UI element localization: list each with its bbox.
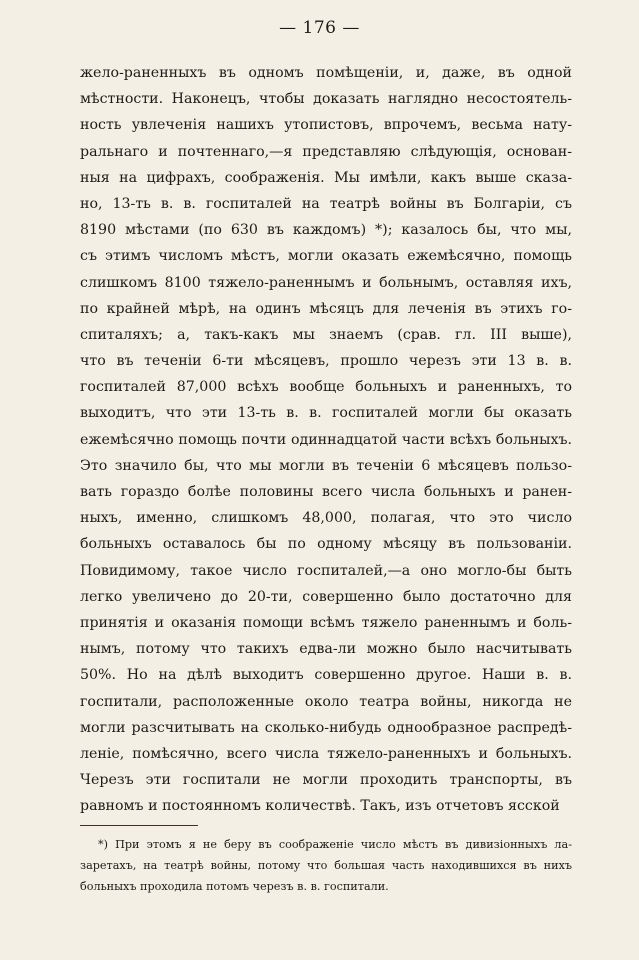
text-line: что въ теченiи 6-ти мѣсяцевъ, прошло черезъ эти 13 в. в. bbox=[80, 353, 572, 370]
body-text bbox=[80, 60, 572, 819]
text-line: выходитъ, что эти 13-ть в. в. госпиталей могли бы оказать bbox=[80, 405, 572, 422]
text-line: ность увлеченiя нашихъ утопистовъ, впрочемъ, весьма нату- bbox=[80, 117, 572, 134]
text-line: принятiя и оказанiя помощи всѣмъ тяжело раненнымъ и боль- bbox=[80, 614, 572, 631]
text-line: слишкомъ 8100 тяжело-раненнымъ и больнымъ, оставляя ихъ, bbox=[80, 274, 572, 291]
text-line: жело-раненныхъ въ одномъ помѣщенiи, и, даже, въ одной bbox=[80, 65, 572, 81]
text-line: госпиталей 87,000 всѣхъ вообще больныхъ и раненныхъ, то bbox=[80, 379, 572, 396]
text-line: вать гораздо болѣе половины всего числа больныхъ и ранен- bbox=[80, 484, 572, 500]
text-line: 50%. Но на дѣлѣ выходитъ совершенно другое. Наши в. в. bbox=[80, 667, 572, 684]
footnote bbox=[80, 834, 572, 897]
footnote-line: больныхъ проходила потомъ черезъ в. в. госпитали. bbox=[80, 880, 389, 893]
text-line: Черезъ эти госпитали не могли проходить транспорты, въ bbox=[80, 772, 572, 789]
text-line: Повидимому, такое число госпиталей,—а оно могло-бы быть bbox=[80, 562, 572, 579]
text-line: съ этимъ числомъ мѣстъ, могли оказать ежемѣсячно, помощь bbox=[80, 248, 572, 265]
text-line: ленiе, помѣсячно, всего числа тяжело-раненныхъ и больныхъ. bbox=[80, 745, 572, 762]
text-line: равномъ и постоянномъ количествѣ. Такъ, изъ отчетовъ ясской bbox=[80, 798, 560, 815]
text-line: 8190 мѣстами (по 630 въ каждомъ) *); казалось бы, что мы, bbox=[80, 222, 572, 239]
text-line: ральнаго и почтеннаго,—я представляю слѣдующiя, основан- bbox=[80, 143, 572, 160]
footnote-separator bbox=[80, 825, 198, 826]
page-number: — 176 — bbox=[279, 18, 360, 38]
text-line: мѣстности. Наконецъ, чтобы доказать наглядно несостоятель- bbox=[80, 91, 572, 108]
text-line: но, 13-ть в. в. госпиталей на театрѣ войны въ Болгарiи, съ bbox=[80, 195, 572, 212]
text-line: ныхъ, именно, слишкомъ 48,000, полагая, что это число bbox=[80, 510, 572, 527]
text-line: ныя на цифрахъ, соображенiя. Мы имѣли, какъ выше сказа- bbox=[80, 169, 572, 186]
footnote-line: заретахъ, на театрѣ войны, потому что большая часть находившихся въ нихъ bbox=[80, 859, 572, 872]
text-line: нымъ, потому что такихъ едва-ли можно было насчитывать bbox=[80, 641, 572, 658]
text-line: по крайней мѣрѣ, на одинъ мѣсяцъ для леченiя въ этихъ го- bbox=[80, 300, 572, 317]
text-line: Это значило бы, что мы могли въ теченiи 6 мѣсяцевъ пользо- bbox=[80, 457, 572, 474]
text-line: спиталяхъ; а, такъ-какъ мы знаемъ (срав. гл. III выше), bbox=[80, 326, 572, 343]
text-line: госпитали, расположенные около театра войны, никогда не bbox=[80, 693, 572, 710]
text-line: ежемѣсячно помощь почти одиннадцатой части всѣхъ больныхъ. bbox=[80, 431, 572, 448]
footnote-line: *) При этомъ я не беру въ соображенiе число мѣстъ въ дивизiонныхъ ла- bbox=[98, 838, 572, 851]
text-line: могли разсчитывать на сколько-нибудь однообразное распредѣ- bbox=[80, 719, 572, 736]
text-line: больныхъ оставалось бы по одному мѣсяцу въ пользованiи. bbox=[80, 536, 572, 553]
text-line: легко увеличено до 20-ти, совершенно было достаточно для bbox=[80, 588, 572, 605]
